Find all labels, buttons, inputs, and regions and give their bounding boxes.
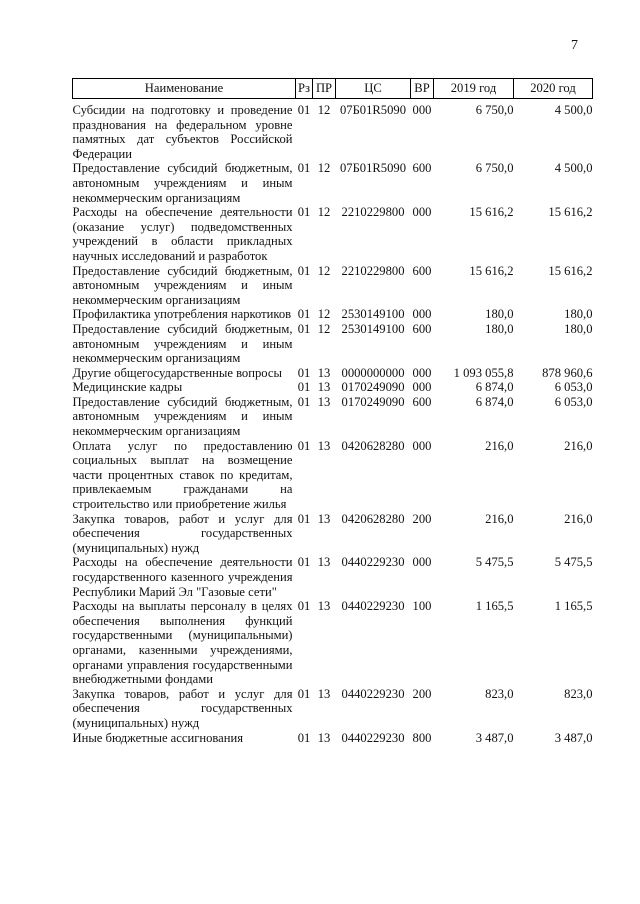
row-2019-value: 5 475,5 [475,555,514,570]
row-pr: 13 [317,730,331,745]
row-name: Медицинские кадры [72,380,183,395]
header-name: Наименование [73,79,296,99]
row-rz: 01 [297,205,311,220]
row-rz: 01 [297,555,311,570]
row-cs: 2210229800 [341,205,405,220]
row-name: Расходы на выплаты персоналу в целях обеспечения выполнения функций государственными (муниципальными) органами, казенными учреждениями, органами управления государственными внебюджетными фондами [72,599,293,687]
table-row [73,307,593,322]
row-2020-value: 6 053,0 [554,394,593,409]
row-pr: 13 [317,511,331,526]
row-2020-value: 5 475,5 [554,555,593,570]
budget-table [72,78,593,745]
row-rz: 01 [297,438,311,453]
row-cs: 0420628280 [341,438,405,453]
row-vr: 000 [412,380,432,395]
row-vr: 000 [412,438,432,453]
row-rz: 01 [297,599,311,614]
row-name: Расходы на обеспечение деятельности (оказание услуг) подведомственных учреждений в области прикладных научных исследований и разработок [72,205,293,263]
row-cs: 0170249090 [341,394,405,409]
table-row [73,205,593,263]
row-pr: 13 [317,365,331,380]
row-pr: 12 [317,161,331,176]
table-row [73,366,593,381]
row-cs: 07Б01R5090 [339,161,406,176]
row-vr: 600 [412,263,432,278]
table-row [73,687,593,731]
row-2020-value: 180,0 [564,307,593,322]
row-2019-value: 6 750,0 [475,161,514,176]
row-pr: 12 [317,307,331,322]
row-2020-value: 180,0 [564,321,593,336]
row-name: Другие общегосударственные вопросы [72,365,282,380]
row-cs: 0170249090 [341,380,405,395]
row-rz: 01 [297,511,311,526]
row-2020-value: 4 500,0 [554,161,593,176]
row-2019-value: 15 616,2 [469,263,514,278]
table-row [73,264,593,308]
table-row [73,555,593,599]
row-pr: 13 [317,599,331,614]
row-cs: 2530149100 [341,307,405,322]
row-2019-value: 15 616,2 [469,205,514,220]
table-row [73,322,593,366]
row-name: Предоставление субсидий бюджетным, автономным учреждениям и иным некоммерческим организациям [72,321,293,366]
row-pr: 13 [317,438,331,453]
row-2019-value: 3 487,0 [475,730,514,745]
row-name: Предоставление субсидий бюджетным, автономным учреждениям и иным некоммерческим организациям [72,161,293,205]
table-header [73,79,593,99]
row-2019-value: 216,0 [485,511,514,526]
table-row [73,512,593,556]
row-2019-value: 1 093 055,8 [453,365,514,380]
row-rz: 01 [297,365,311,380]
row-vr: 000 [412,103,432,117]
row-rz: 01 [297,263,311,278]
table-row [73,99,593,162]
row-name: Закупка товаров, работ и услуг для обеспечения государственных (муниципальных) нужд [72,686,293,730]
row-rz: 01 [297,394,311,409]
row-rz: 01 [297,161,311,176]
row-rz: 01 [297,380,311,395]
table-row [73,380,593,395]
row-2020-value: 3 487,0 [554,730,593,745]
row-name: Оплата услуг по предоставлению социальных выплат на возмещение части процентных ставок по кредитам, привлекаемым гражданами на строительство или приобретение жилья [72,438,293,512]
row-2019-value: 6 750,0 [475,103,514,117]
table-body [73,99,593,746]
row-pr: 12 [317,205,331,220]
row-2020-value: 4 500,0 [554,103,593,117]
row-vr: 200 [412,686,432,701]
row-cs: 0440229230 [341,599,405,614]
row-2020-value: 216,0 [564,438,593,453]
row-cs: 2530149100 [341,321,405,336]
page-number: 7 [571,38,578,53]
row-pr: 13 [317,380,331,395]
table-row [73,599,593,687]
row-cs: 07Б01R5090 [339,103,406,117]
row-cs: 0420628280 [341,511,405,526]
row-pr: 12 [317,321,331,336]
row-rz: 01 [297,103,311,117]
row-2019-value: 1 165,5 [475,599,514,614]
row-rz: 01 [297,686,311,701]
header-cs: ЦС [336,79,411,99]
header-2020: 2020 год [514,79,593,99]
row-pr: 12 [317,103,331,117]
header-pr: ПР [313,79,336,99]
header-rz: Рз [296,79,313,99]
row-rz: 01 [297,321,311,336]
row-name: Иные бюджетные ассигнования [72,730,244,745]
row-2020-value: 15 616,2 [548,205,593,220]
row-2019-value: 180,0 [485,321,514,336]
table-row [73,395,593,439]
row-cs: 0440229230 [341,555,405,570]
row-cs: 2210229800 [341,263,405,278]
row-2019-value: 180,0 [485,307,514,322]
row-pr: 13 [317,394,331,409]
row-2019-value: 6 874,0 [475,380,514,395]
row-rz: 01 [297,307,311,322]
row-vr: 000 [412,205,432,220]
row-name: Профилактика употребления наркотиков [72,307,292,322]
row-vr: 600 [412,161,432,176]
row-2019-value: 6 874,0 [475,394,514,409]
row-vr: 600 [412,394,432,409]
header-2019: 2019 год [434,79,514,99]
row-name: Расходы на обеспечение деятельности государственного казенного учреждения Республики Марий Эл "Газовые сети" [72,555,293,599]
row-pr: 12 [317,263,331,278]
row-vr: 000 [412,307,432,322]
row-vr: 000 [412,365,432,380]
row-cs: 0440229230 [341,686,405,701]
header-vr: ВР [411,79,434,99]
row-2020-value: 216,0 [564,511,593,526]
row-cs: 0000000000 [341,365,405,380]
row-2020-value: 15 616,2 [548,263,593,278]
row-vr: 100 [412,599,432,614]
row-2020-value: 823,0 [564,686,593,701]
table-row [73,731,593,746]
row-vr: 800 [412,730,432,745]
row-2020-value: 878 960,6 [542,365,593,380]
row-pr: 13 [317,555,331,570]
row-vr: 200 [412,511,432,526]
row-vr: 000 [412,555,432,570]
row-2020-value: 1 165,5 [554,599,593,614]
row-vr: 600 [412,321,432,336]
table-row [73,161,593,205]
table-row [73,439,593,512]
row-rz: 01 [297,730,311,745]
row-pr: 13 [317,686,331,701]
row-2019-value: 823,0 [485,686,514,701]
row-2019-value: 216,0 [485,438,514,453]
row-2020-value: 6 053,0 [554,380,593,395]
row-name: Закупка товаров, работ и услуг для обеспечения государственных (муниципальных) нужд [72,511,293,555]
row-cs: 0440229230 [341,730,405,745]
row-name: Предоставление субсидий бюджетным, автономным учреждениям и иным некоммерческим организациям [72,394,293,439]
row-name: Субсидии на подготовку и проведение празднования на федеральном уровне памятных дат субъектов Российской Федерации [72,103,293,161]
row-name: Предоставление субсидий бюджетным, автономным учреждениям и иным некоммерческим организациям [72,263,293,307]
